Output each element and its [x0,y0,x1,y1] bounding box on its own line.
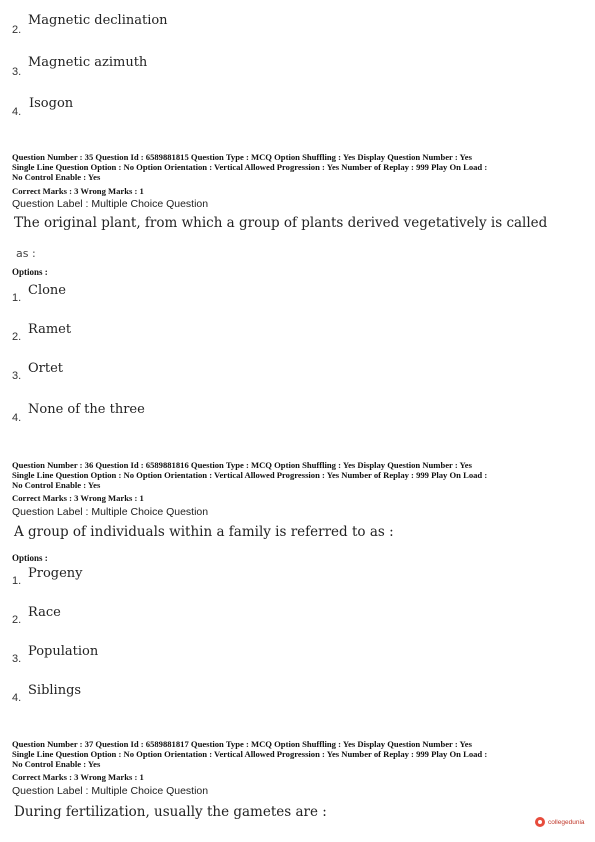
question-meta-line-3: No Control Enable : Yes [12,759,101,769]
option-text[interactable]: None of the three [28,402,145,417]
option-number: 3. [12,370,22,382]
option-text[interactable]: Magnetic azimuth [28,55,148,70]
option-number: 3. [12,66,22,78]
option-number: 4. [12,106,22,118]
question-meta-line-1: Question Number : 36 Question Id : 6589881816 Question Type : MCQ Option Shuffling : Yes Display Question Number : Yes [12,460,472,470]
option-number: 4. [12,692,22,704]
question-text-continued: as : [16,247,36,260]
question-text: The original plant, from which a group of plants derived vegetatively is called [14,215,548,231]
logo-text: collegedunia [548,818,585,826]
option-text[interactable]: Population [28,644,99,659]
question-label: Question Label : Multiple Choice Question [12,785,209,797]
option-number: 2. [12,331,22,343]
option-text[interactable]: Ramet [28,322,72,337]
option-text[interactable]: Isogon [29,96,74,111]
question-meta-line-2: Single Line Question Option : No Option Orientation : Vertical Allowed Progression : Yes Number of Replay : 999 Play On Load : [12,162,488,172]
question-meta-line-1: Question Number : 35 Question Id : 6589881815 Question Type : MCQ Option Shuffling : Yes Display Question Number : Yes [12,152,472,162]
question-label: Question Label : Multiple Choice Question [12,506,209,518]
question-text: During fertilization, usually the gametes are : [14,804,327,820]
option-number: 4. [12,412,22,424]
question-text: A group of individuals within a family is referred to as : [14,524,394,540]
option-number: 3. [12,653,22,665]
options-heading: Options : [12,553,48,563]
option-text[interactable]: Race [28,605,61,620]
question-label: Question Label : Multiple Choice Question [12,198,209,210]
options-heading: Options : [12,267,48,277]
option-text[interactable]: Progeny [28,566,83,581]
marks-line: Correct Marks : 3 Wrong Marks : 1 [12,186,144,196]
option-number: 1. [12,292,22,304]
question-meta-line-3: No Control Enable : Yes [12,172,101,182]
question-meta-line-2: Single Line Question Option : No Option Orientation : Vertical Allowed Progression : Yes Number of Replay : 999 Play On Load : [12,749,488,759]
option-number: 2. [12,24,22,36]
option-number: 2. [12,614,22,626]
marks-line: Correct Marks : 3 Wrong Marks : 1 [12,493,144,503]
collegedunia-logo-icon [535,817,545,827]
marks-line: Correct Marks : 3 Wrong Marks : 1 [12,772,144,782]
option-text[interactable]: Siblings [28,683,82,698]
question-meta-line-3: No Control Enable : Yes [12,480,101,490]
option-text[interactable]: Magnetic declination [28,13,168,28]
question-meta-line-1: Question Number : 37 Question Id : 6589881817 Question Type : MCQ Option Shuffling : Yes Display Question Number : Yes [12,739,472,749]
option-text[interactable]: Clone [28,283,66,298]
collegedunia-logo [535,817,585,827]
question-meta-line-2: Single Line Question Option : No Option Orientation : Vertical Allowed Progression : Yes Number of Replay : 999 Play On Load : [12,470,488,480]
option-text[interactable]: Ortet [28,361,64,376]
option-number: 1. [12,575,22,587]
